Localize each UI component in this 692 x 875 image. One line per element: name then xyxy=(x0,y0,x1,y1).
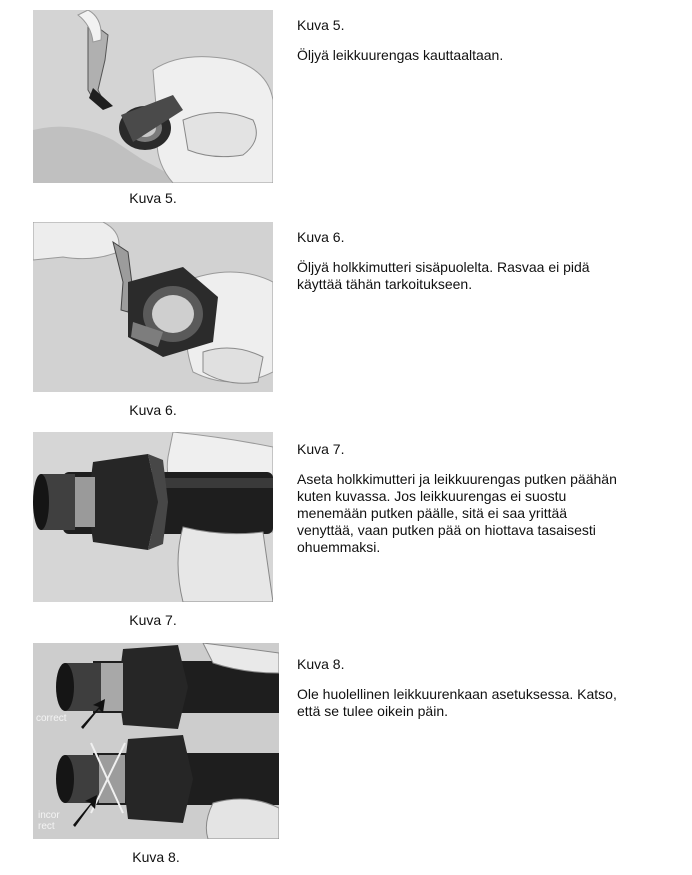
figure-8-heading: Kuva 8. xyxy=(297,656,345,672)
figure-7-description xyxy=(297,441,657,556)
figure-6-description xyxy=(297,229,657,293)
figure-5-text: Öljyä leikkuurengas kauttaaltaan. xyxy=(297,47,504,63)
correct-label: correct xyxy=(36,713,67,724)
figure-8-text: Ole huolellinen leikkuurenkaan asetuksessa. Katso, että se tulee oikein päin. xyxy=(297,686,617,719)
figure-5-caption: Kuva 5. xyxy=(129,190,177,206)
figure-8-caption: Kuva 8. xyxy=(132,849,180,865)
hand-oiling-ring-photo-icon xyxy=(33,10,273,183)
correct-incorrect-ring-photo-icon xyxy=(33,643,279,839)
figure-6-text: Öljyä holkkimutteri sisäpuolelta. Rasvaa ei pidä käyttää tähän tarkoitukseen. xyxy=(297,259,590,292)
incorrect-label-line1: incor xyxy=(38,810,60,821)
figure-6-photo xyxy=(33,222,273,392)
figure-7-heading: Kuva 7. xyxy=(297,441,345,457)
figure-7-caption: Kuva 7. xyxy=(129,612,177,628)
figure-8-description xyxy=(297,656,657,720)
incorrect-label-line2: rect xyxy=(38,821,55,832)
figure-6-heading: Kuva 6. xyxy=(297,229,345,245)
hand-oiling-nut-photo-icon xyxy=(33,222,273,392)
figure-7-photo xyxy=(33,432,273,602)
pipe-with-nut-photo-icon xyxy=(33,432,273,602)
figure-5-heading: Kuva 5. xyxy=(297,17,345,33)
figure-7-text: Aseta holkkimutteri ja leikkuurengas putken päähän kuten kuvassa. Jos leikkuurengas ei suostu menemään putken päälle, sitä ei saa yrittää venyttää, vaan putken pää on hiottava tasaisesti ohuemmaksi. xyxy=(297,471,617,555)
figure-8-photo xyxy=(33,643,279,839)
figure-6-caption: Kuva 6. xyxy=(129,402,177,418)
figure-5-photo xyxy=(33,10,273,183)
figure-5-description xyxy=(297,17,657,64)
